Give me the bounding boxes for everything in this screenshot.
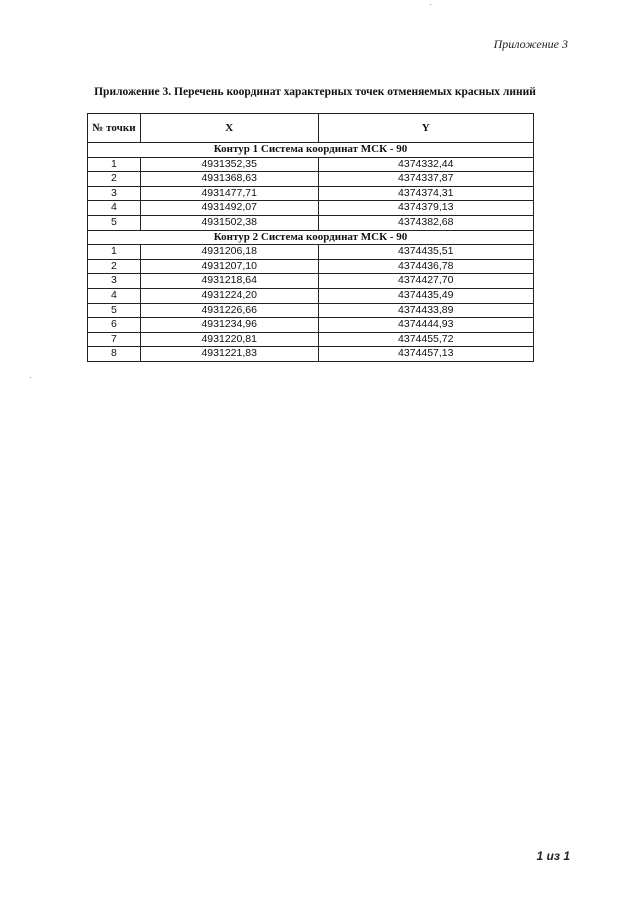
point-number: 6 xyxy=(88,318,141,333)
y-value: 4374433,89 xyxy=(318,303,533,318)
point-number: 4 xyxy=(88,288,141,303)
column-header-x: X xyxy=(140,114,318,143)
section-row xyxy=(88,143,534,158)
x-value: 4931492,07 xyxy=(140,201,318,216)
table-row xyxy=(88,215,534,230)
y-value: 4374379,13 xyxy=(318,201,533,216)
x-value: 4931226,66 xyxy=(140,303,318,318)
y-value: 4374435,51 xyxy=(318,245,533,260)
section-title-contour-2: Контур 2 Система координат МСК - 90 xyxy=(88,230,534,245)
coordinates-table xyxy=(87,113,534,362)
point-number: 1 xyxy=(88,245,141,260)
table-row xyxy=(88,303,534,318)
table-row xyxy=(88,201,534,216)
point-number: 3 xyxy=(88,274,141,289)
y-value: 4374457,13 xyxy=(318,347,533,362)
appendix-label: Приложение 3 xyxy=(493,37,568,51)
y-value: 4374436,78 xyxy=(318,259,533,274)
column-header-point-number: № точки xyxy=(88,114,141,143)
column-header-y: Y xyxy=(318,114,533,143)
y-value: 4374374,31 xyxy=(318,186,533,201)
table-row xyxy=(88,259,534,274)
table-row xyxy=(88,288,534,303)
table-row xyxy=(88,245,534,260)
point-number: 3 xyxy=(88,186,141,201)
x-value: 4931368,63 xyxy=(140,172,318,187)
x-value: 4931220,81 xyxy=(140,332,318,347)
table-row xyxy=(88,157,534,172)
scan-speck xyxy=(430,4,431,5)
x-value: 4931221,83 xyxy=(140,347,318,362)
x-value: 4931502,38 xyxy=(140,215,318,230)
x-value: 4931352,35 xyxy=(140,157,318,172)
point-number: 2 xyxy=(88,259,141,274)
table-header-row xyxy=(88,114,534,143)
point-number: 8 xyxy=(88,347,141,362)
y-value: 4374332,44 xyxy=(318,157,533,172)
y-value: 4374444,93 xyxy=(318,318,533,333)
table-row xyxy=(88,332,534,347)
x-value: 4931207,10 xyxy=(140,259,318,274)
table-row xyxy=(88,347,534,362)
scan-speck xyxy=(30,377,31,378)
section-title-contour-1: Контур 1 Система координат МСК - 90 xyxy=(88,143,534,158)
point-number: 4 xyxy=(88,201,141,216)
section-row xyxy=(88,230,534,245)
point-number: 5 xyxy=(88,303,141,318)
page-number: 1 из 1 xyxy=(536,849,570,863)
point-number: 5 xyxy=(88,215,141,230)
y-value: 4374382,68 xyxy=(318,215,533,230)
x-value: 4931224,20 xyxy=(140,288,318,303)
x-value: 4931206,18 xyxy=(140,245,318,260)
y-value: 4374427,70 xyxy=(318,274,533,289)
y-value: 4374337,87 xyxy=(318,172,533,187)
x-value: 4931218,64 xyxy=(140,274,318,289)
table-row xyxy=(88,274,534,289)
x-value: 4931234,96 xyxy=(140,318,318,333)
x-value: 4931477,71 xyxy=(140,186,318,201)
y-value: 4374435,49 xyxy=(318,288,533,303)
y-value: 4374455,72 xyxy=(318,332,533,347)
point-number: 2 xyxy=(88,172,141,187)
point-number: 7 xyxy=(88,332,141,347)
table-row xyxy=(88,186,534,201)
table-row xyxy=(88,318,534,333)
table-row xyxy=(88,172,534,187)
point-number: 1 xyxy=(88,157,141,172)
document-title: Приложение 3. Перечень координат характерных точек отменяемых красных линий xyxy=(94,86,536,98)
